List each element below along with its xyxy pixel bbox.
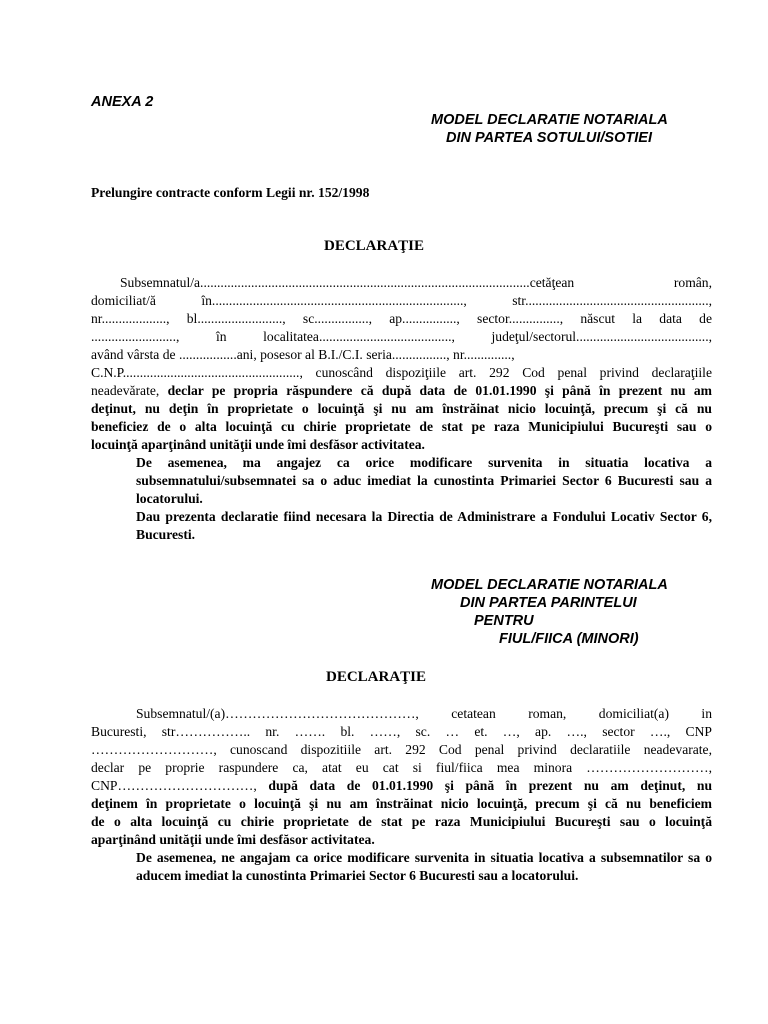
- decl2-text: CNP…………………………,: [91, 778, 269, 793]
- decl2-line: declar pe proprie raspundere ca, atat eu cat si fiul/fiica mea minora ………………………,: [91, 760, 712, 775]
- decl1-bold-text: declar pe propria răspundere că după data de 01.01.1990 şi până în prezent nu am: [167, 383, 712, 398]
- declaration1-body: [91, 274, 712, 544]
- decl1-line: nr..................., bl........................., sc................, ap................, sector..............., născut la data de: [91, 311, 712, 326]
- decl1-line: C.N.P...................................................., cunoscând dispoziţiile art. 292 Cod penal privind declaraţiile: [91, 365, 712, 380]
- decl1-line: ........................., în localitatea......................................., judeţul/sectorul.......................................,: [91, 329, 712, 344]
- decl1-text: neadevărate,: [91, 383, 168, 398]
- declaration1-title: DECLARAŢIE: [324, 238, 425, 254]
- decl2-line: Bucuresti, str…………….. nr. ……. bl. ……, sc. … et. …, ap. …., sector …., CNP: [91, 724, 712, 739]
- decl2-line: ………………………, cunoscand dispozitiile art. 292 Cod penal privind declaratiile neadevarate,: [91, 742, 712, 757]
- declaration2-title: DECLARAŢIE: [326, 669, 427, 685]
- decl2-line: de o alta locuinţă cu chirie proprietate de stat pe raza Municipiului Bucureşti sau o locuinţă: [91, 814, 712, 829]
- decl1-line: [91, 382, 712, 400]
- model2-title-line1: MODEL DECLARATIE NOTARIALA: [431, 577, 668, 593]
- decl1-line: deţinut, nu deţin în proprietate o locuinţă şi nu am înstrăinat nicio locuinţă, precum şi că nu: [91, 401, 712, 416]
- decl2-paragraph-2: De asemenea, ne angajam ca orice modificare survenita in situatia locativa a subsemnatilor sa o aducem imediat la cunostinta Primariei Sector 6 Bucuresti sau a locatorului.: [136, 850, 712, 883]
- decl2-line: Subsemnatul/(a)……………………………………, cetatean roman, domiciliat(a) in: [136, 706, 712, 721]
- model2-title-line3: PENTRU: [474, 613, 534, 629]
- decl2-bold-text: după data de 01.01.1990 şi până în prezent nu am deţinut, nu: [268, 778, 713, 793]
- decl1-line: locuinţă aparţinând unităţii unde îmi desfăsor activitatea.: [91, 437, 425, 452]
- model1-title-line1: MODEL DECLARATIE NOTARIALA: [431, 112, 668, 128]
- decl2-line: [91, 777, 712, 795]
- model2-title-line4: FIUL/FIICA (MINORI): [499, 631, 639, 647]
- prelungire-line: Prelungire contracte conform Legii nr. 152/1998: [91, 185, 370, 200]
- decl1-line: beneficiez de o alta locuinţă cu chirie proprietate de stat pe raza Municipiului Bucureşti sau o: [91, 419, 712, 434]
- model1-title-line2: DIN PARTEA SOTULUI/SOTIEI: [446, 130, 652, 146]
- decl1-paragraph-3: Dau prezenta declaratie fiind necesara la Directia de Administrare a Fondului Locativ Sector 6, Bucuresti.: [136, 509, 712, 542]
- decl2-line: aparţinând unităţii unde îmi desfăsor activitatea.: [91, 832, 375, 847]
- decl1-paragraph-2: De asemenea, ma angajez ca orice modificare survenita in situatia locativa a subsemnatului/subsemnatei sa o aduc imediat la cunostinta Primariei Sector 6 Bucuresti sau a locatorului.: [136, 455, 712, 506]
- decl1-line: având vârsta de .................ani, posesor al B.I./C.I. seria................, nr..............,: [91, 347, 515, 362]
- model2-title-line2: DIN PARTEA PARINTELUI: [460, 595, 637, 611]
- declaration2-body: [91, 705, 712, 885]
- decl2-line: deţinem în proprietate o locuinţă şi nu am înstrăinat nicio locuinţă, precum şi că nu beneficiem: [91, 796, 712, 811]
- annex-label: ANEXA 2: [91, 94, 154, 110]
- decl1-line: domiciliat/ă în.........................................................................., str......................................................,: [91, 293, 712, 308]
- decl1-line: Subsemnatul/a.................................................................................................cetăţean român,: [120, 275, 712, 290]
